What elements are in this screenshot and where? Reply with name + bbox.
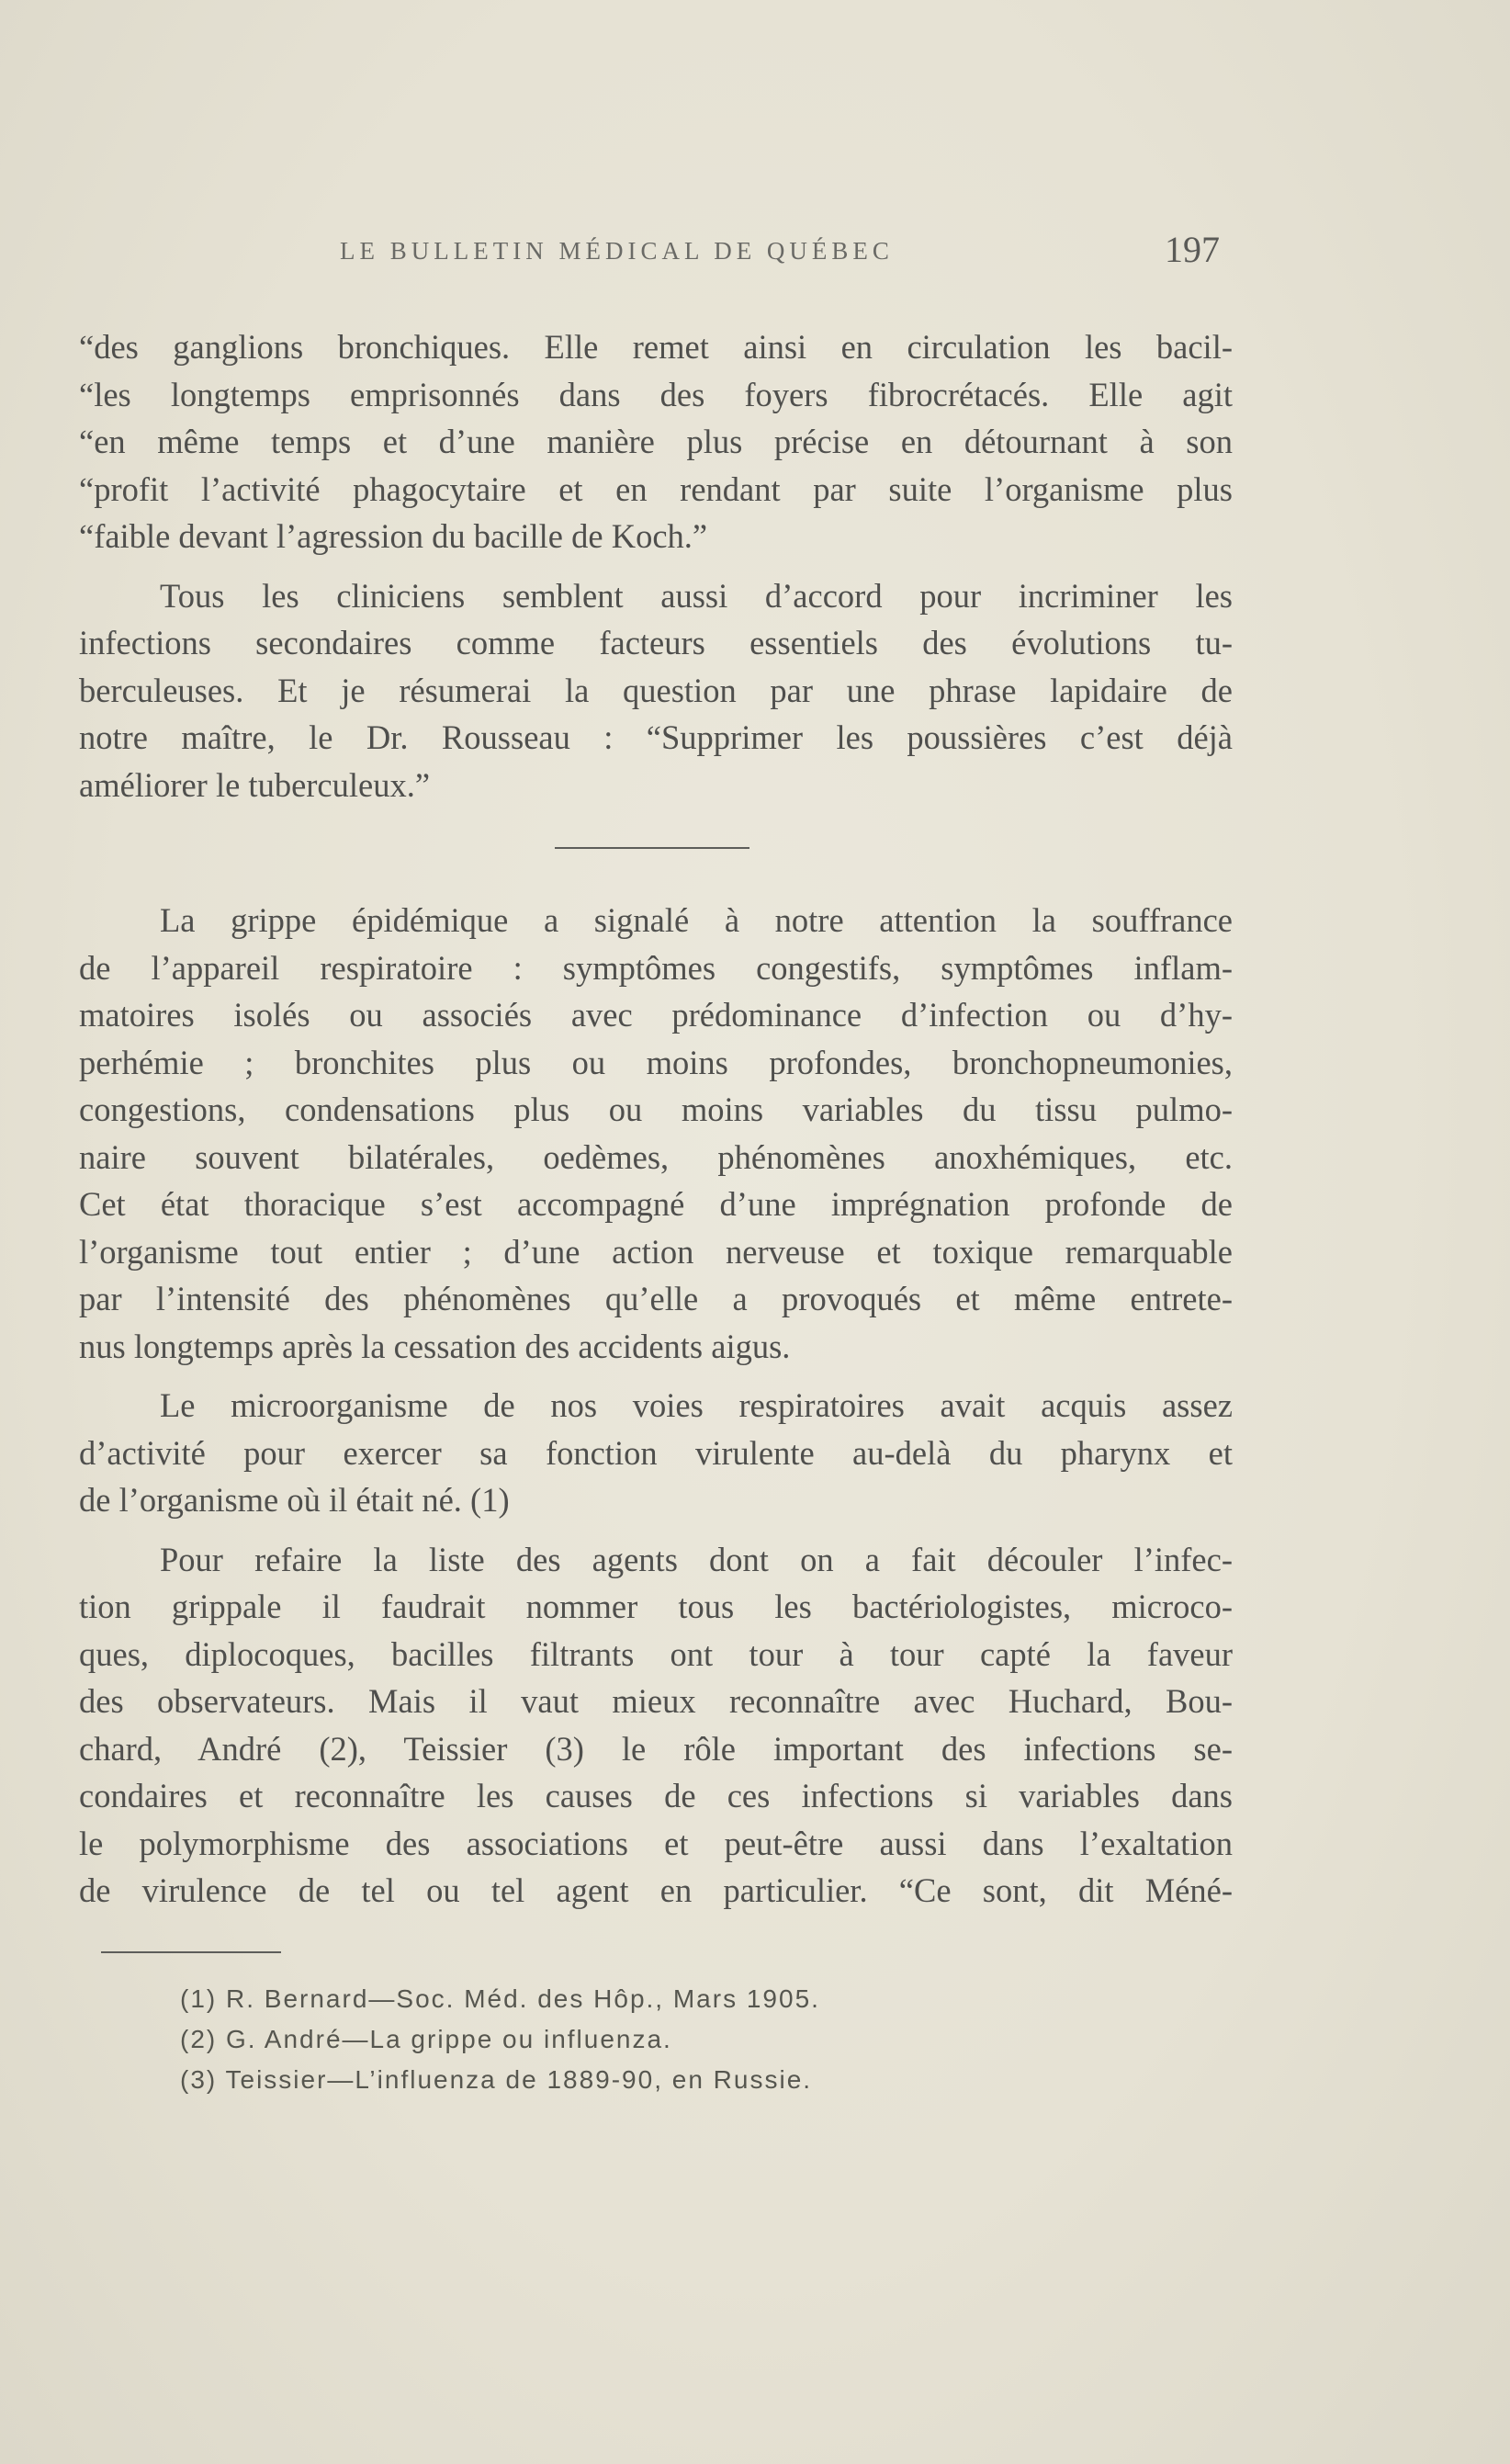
text-line: “faible devant l’agression du bacille de Koch.” (79, 517, 708, 555)
text-line: chard, André (2), Teissier (3) le rôle important des infections se- (79, 1729, 1233, 1768)
paragraph-grippe (79, 897, 1233, 1370)
page-number: 197 (1165, 229, 1220, 270)
text-line: “des ganglions bronchiques. Elle remet ainsi en circulation les bacil- (79, 328, 1233, 366)
text-line: de virulence de tel ou tel agent en particulier. “Ce sont, dit Méné- (79, 1871, 1233, 1909)
paragraph-quote-continuation (79, 323, 1233, 560)
running-title: LE BULLETIN MÉDICAL DE QUÉBEC (340, 237, 894, 265)
paragraph-microorganisme (79, 1382, 1233, 1524)
text-line: de l’organisme où il était né. (1) (79, 1481, 510, 1519)
text-line: par l’intensité des phénomènes qu’elle a provoqués et même entrete- (79, 1280, 1233, 1317)
text-line: naire souvent bilatérales, oedèmes, phénomènes anoxhémiques, etc. (79, 1137, 1233, 1176)
text-line: notre maître, le Dr. Rousseau : “Supprimer les poussières c’est déjà (79, 718, 1233, 756)
text-line: La grippe épidémique a signalé à notre attention la souffrance (160, 901, 1233, 939)
text-line: Pour refaire la liste des agents dont on a fait découler l’infec- (160, 1540, 1233, 1578)
footnotes (180, 1979, 820, 2100)
text-line: matoires isolés ou associés avec prédominance d’infection ou d’hy- (79, 996, 1233, 1034)
text-line: “en même temps et d’une manière plus précise en détournant à son (79, 423, 1233, 460)
paragraph-agents (79, 1536, 1233, 1915)
section-divider (555, 847, 749, 849)
text-line: “profit l’activité phagocytaire et en rendant par suite l’organisme plus (79, 469, 1233, 508)
text-line: d’activité pour exercer sa fonction virulente au-delà du pharynx et (79, 1433, 1233, 1472)
text-line: Cet état thoracique s’est accompagné d’une imprégnation profonde de (79, 1185, 1233, 1223)
text-line: de l’appareil respiratoire : symptômes congestifs, symptômes inflam- (79, 948, 1233, 987)
text-line: condaires et reconnaître les causes de ces infections si variables dans (79, 1777, 1233, 1814)
text-line: améliorer le tuberculeux.” (79, 765, 431, 804)
text-line: Le microorganisme de nos voies respiratoires avait acquis assez (160, 1386, 1233, 1424)
text-line: infections secondaires comme facteurs essentiels des évolutions tu- (79, 624, 1233, 661)
footnote-rule (101, 1951, 281, 1953)
text-line: congestions, condensations plus ou moins variables du tissu pulmo- (79, 1091, 1233, 1128)
footnote-3: (3) Teissier—L’influenza de 1889-90, en Russie. (180, 2065, 813, 2094)
text-line: perhémie ; bronchites plus ou moins profondes, bronchopneumonies, (79, 1043, 1233, 1081)
text-line: nus longtemps après la cessation des accidents aigus. (79, 1327, 791, 1365)
text-line: ques, diplocoques, bacilles filtrants ont tour à tour capté la faveur (79, 1634, 1233, 1673)
text-line: “les longtemps emprisonnés dans des foyers fibrocrétacés. Elle agit (79, 375, 1233, 413)
footnote-1: (1) R. Bernard—Soc. Méd. des Hôp., Mars 1905. (180, 1984, 820, 2013)
body-text-lower (79, 897, 1233, 1915)
text-line: le polymorphisme des associations et peut-être aussi dans l’exaltation (79, 1824, 1233, 1862)
text-line: l’organisme tout entier ; d’une action nerveuse et toxique remarquable (79, 1232, 1233, 1271)
text-line: tion grippale il faudrait nommer tous les bactériologistes, microco- (79, 1588, 1233, 1625)
text-line: des observateurs. Mais il vaut mieux reconnaître avec Huchard, Bou- (79, 1682, 1233, 1720)
body-text-upper (79, 323, 1233, 808)
text-line: Tous les cliniciens semblent aussi d’accord pour incriminer les (160, 576, 1233, 615)
footnote-2: (2) G. André—La grippe ou influenza. (180, 2025, 672, 2053)
paragraph-cliniciens (79, 572, 1233, 809)
text-line: berculeuses. Et je résumerai la question par une phrase lapidaire de (79, 671, 1233, 709)
